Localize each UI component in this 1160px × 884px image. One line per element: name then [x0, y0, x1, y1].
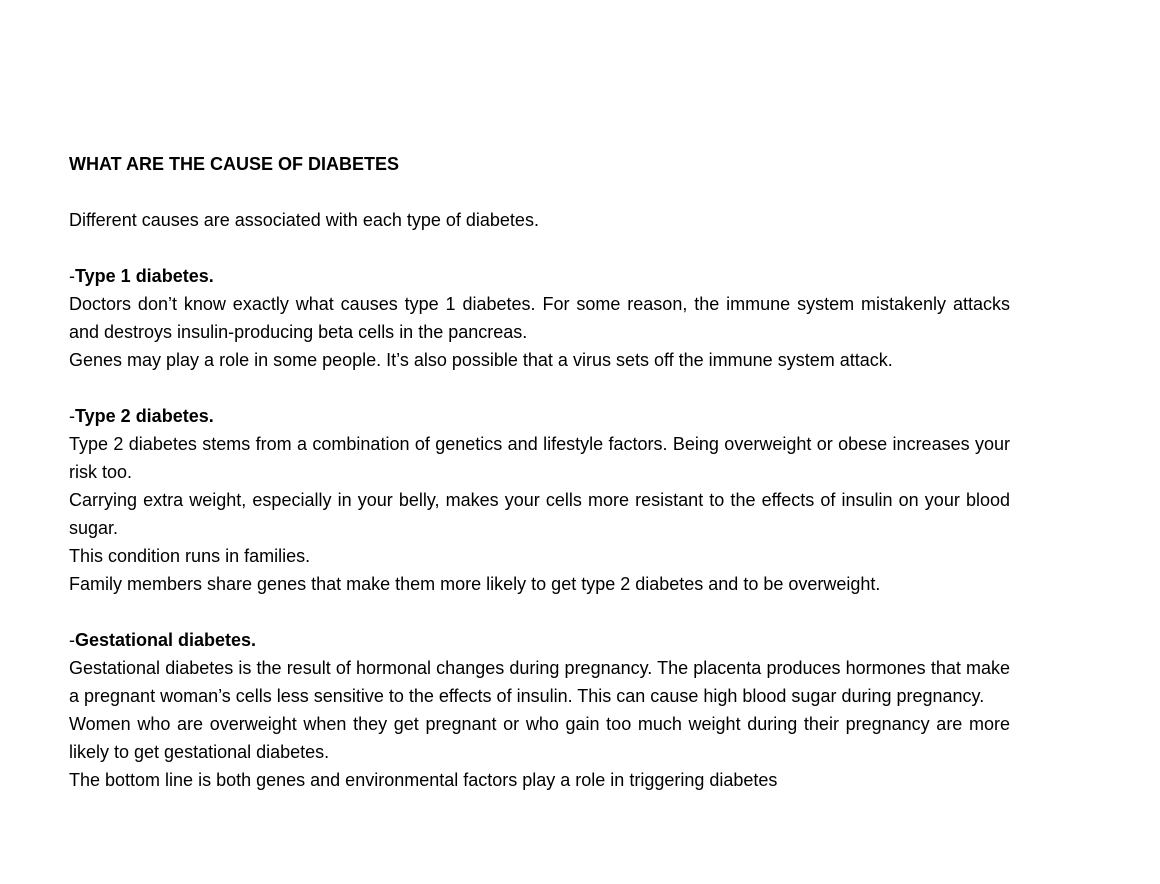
intro-paragraph: Different causes are associated with each type of diabetes.: [69, 210, 539, 230]
section-label: Type 1 diabetes.: [75, 266, 214, 286]
paragraph: Type 2 diabetes stems from a combination of genetics and lifestyle factors. Being overweight or obese increases your risk too.: [69, 434, 1010, 482]
paragraph: Genes may play a role in some people. It’s also possible that a virus sets off the immune system attack.: [69, 350, 893, 370]
section-prefix: -: [69, 406, 75, 426]
closing-paragraph: The bottom line is both genes and environmental factors play a role in triggering diabetes: [69, 770, 778, 790]
document-body: [69, 150, 1010, 794]
paragraph: Family members share genes that make them more likely to get type 2 diabetes and to be overweight.: [69, 574, 881, 594]
section-heading: [69, 626, 1010, 654]
paragraph: Doctors don’t know exactly what causes type 1 diabetes. For some reason, the immune system mistakenly attacks and destroys insulin-producing beta cells in the pancreas.: [69, 294, 1010, 342]
paragraph: This condition runs in families.: [69, 546, 311, 566]
section-heading: [69, 262, 1010, 290]
section-type-1: [69, 262, 1010, 374]
section-label: Gestational diabetes.: [75, 630, 257, 650]
section-prefix: -: [69, 630, 75, 650]
section-heading: [69, 402, 1010, 430]
paragraph: Women who are overweight when they get pregnant or who gain too much weight during their pregnancy are more likely to get gestational diabetes.: [69, 714, 1010, 762]
page-title: WHAT ARE THE CAUSE OF DIABETES: [69, 154, 400, 174]
section-prefix: -: [69, 266, 75, 286]
paragraph: Gestational diabetes is the result of hormonal changes during pregnancy. The placenta produces hormones that make a pregnant woman’s cells less sensitive to the effects of insulin. This can cause high blood sugar during pregnancy.: [69, 658, 1010, 706]
section-gestational: [69, 626, 1010, 794]
paragraph: Carrying extra weight, especially in your belly, makes your cells more resistant to the effects of insulin on your blood sugar.: [69, 490, 1010, 538]
section-label: Type 2 diabetes.: [75, 406, 214, 426]
section-type-2: [69, 402, 1010, 598]
